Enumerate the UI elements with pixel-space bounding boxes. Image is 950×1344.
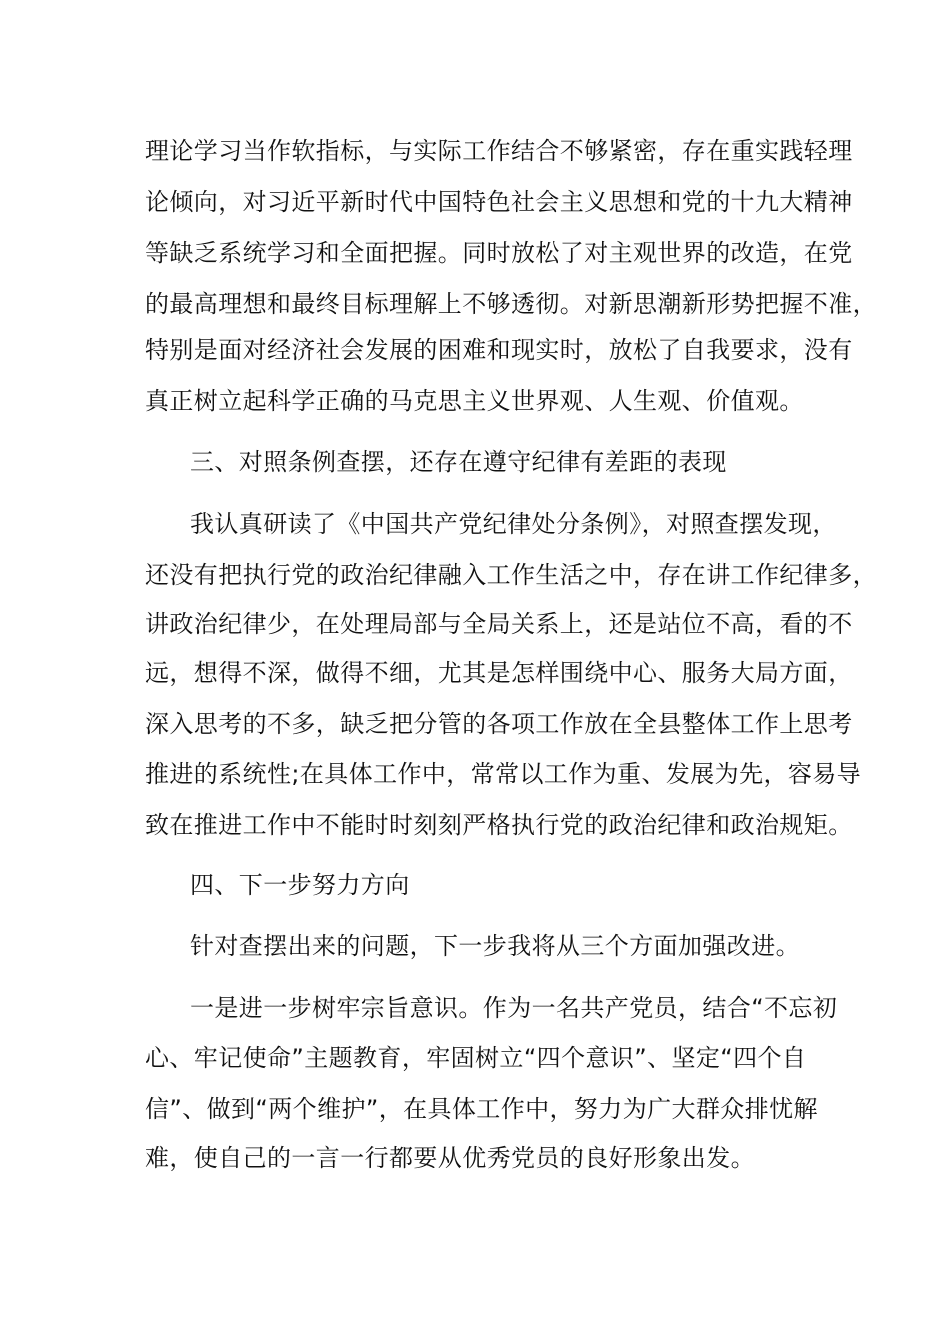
- paragraph-line: 特别是面对经济社会发展的困难和现实时，放松了自我要求，没有: [145, 336, 853, 364]
- section-heading: 四、下一步努力方向: [190, 871, 410, 899]
- paragraph-line: 致在推进工作中不能时时刻刻严格执行党的政治纪律和政治规矩。: [145, 811, 853, 839]
- paragraph-line: 难，使自己的一言一行都要从优秀党员的良好形象出发。: [145, 1144, 755, 1172]
- paragraph-line: 等缺乏系统学习和全面把握。同时放松了对主观世界的改造，在党: [145, 239, 853, 267]
- paragraph-line: 信”、做到“两个维护”，在具体工作中，努力为广大群众排忧解: [145, 1095, 818, 1123]
- paragraph-line: 理论学习当作软指标，与实际工作结合不够紧密，存在重实践轻理: [145, 137, 853, 165]
- paragraph-line: 远，想得不深，做得不细，尤其是怎样围绕中心、服务大局方面，: [145, 659, 853, 687]
- paragraph-line: 还没有把执行党的政治纪律融入工作生活之中，存在讲工作纪律多，: [145, 561, 877, 589]
- section-heading: 三、对照条例查摆，还存在遵守纪律有差距的表现: [190, 448, 727, 476]
- paragraph-line: 我认真研读了《中国共产党纪律处分条例》，对照查摆发现，: [190, 510, 837, 538]
- paragraph-line: 的最高理想和最终目标理解上不够透彻。对新思潮新形势把握不准，: [145, 290, 877, 318]
- paragraph-line: 一是进一步树牢宗旨意识。作为一名共产党员，结合“不忘初: [190, 994, 838, 1022]
- paragraph-line: 推进的系统性;在具体工作中，常常以工作为重、发展为先，容易导: [145, 760, 862, 788]
- paragraph-line: 论倾向，对习近平新时代中国特色社会主义思想和党的十九大精神: [145, 188, 853, 216]
- paragraph-line: 深入思考的不多，缺乏把分管的各项工作放在全县整体工作上思考: [145, 710, 853, 738]
- paragraph-line: 针对查摆出来的问题，下一步我将从三个方面加强改进。: [190, 932, 800, 960]
- paragraph-line: 心、牢记使命”主题教育，牢固树立“四个意识”、坚定“四个自: [145, 1044, 807, 1072]
- paragraph-line: 讲政治纪律少，在处理局部与全局关系上，还是站位不高，看的不: [145, 610, 853, 638]
- paragraph-line: 真正树立起科学正确的马克思主义世界观、人生观、价值观。: [145, 387, 804, 415]
